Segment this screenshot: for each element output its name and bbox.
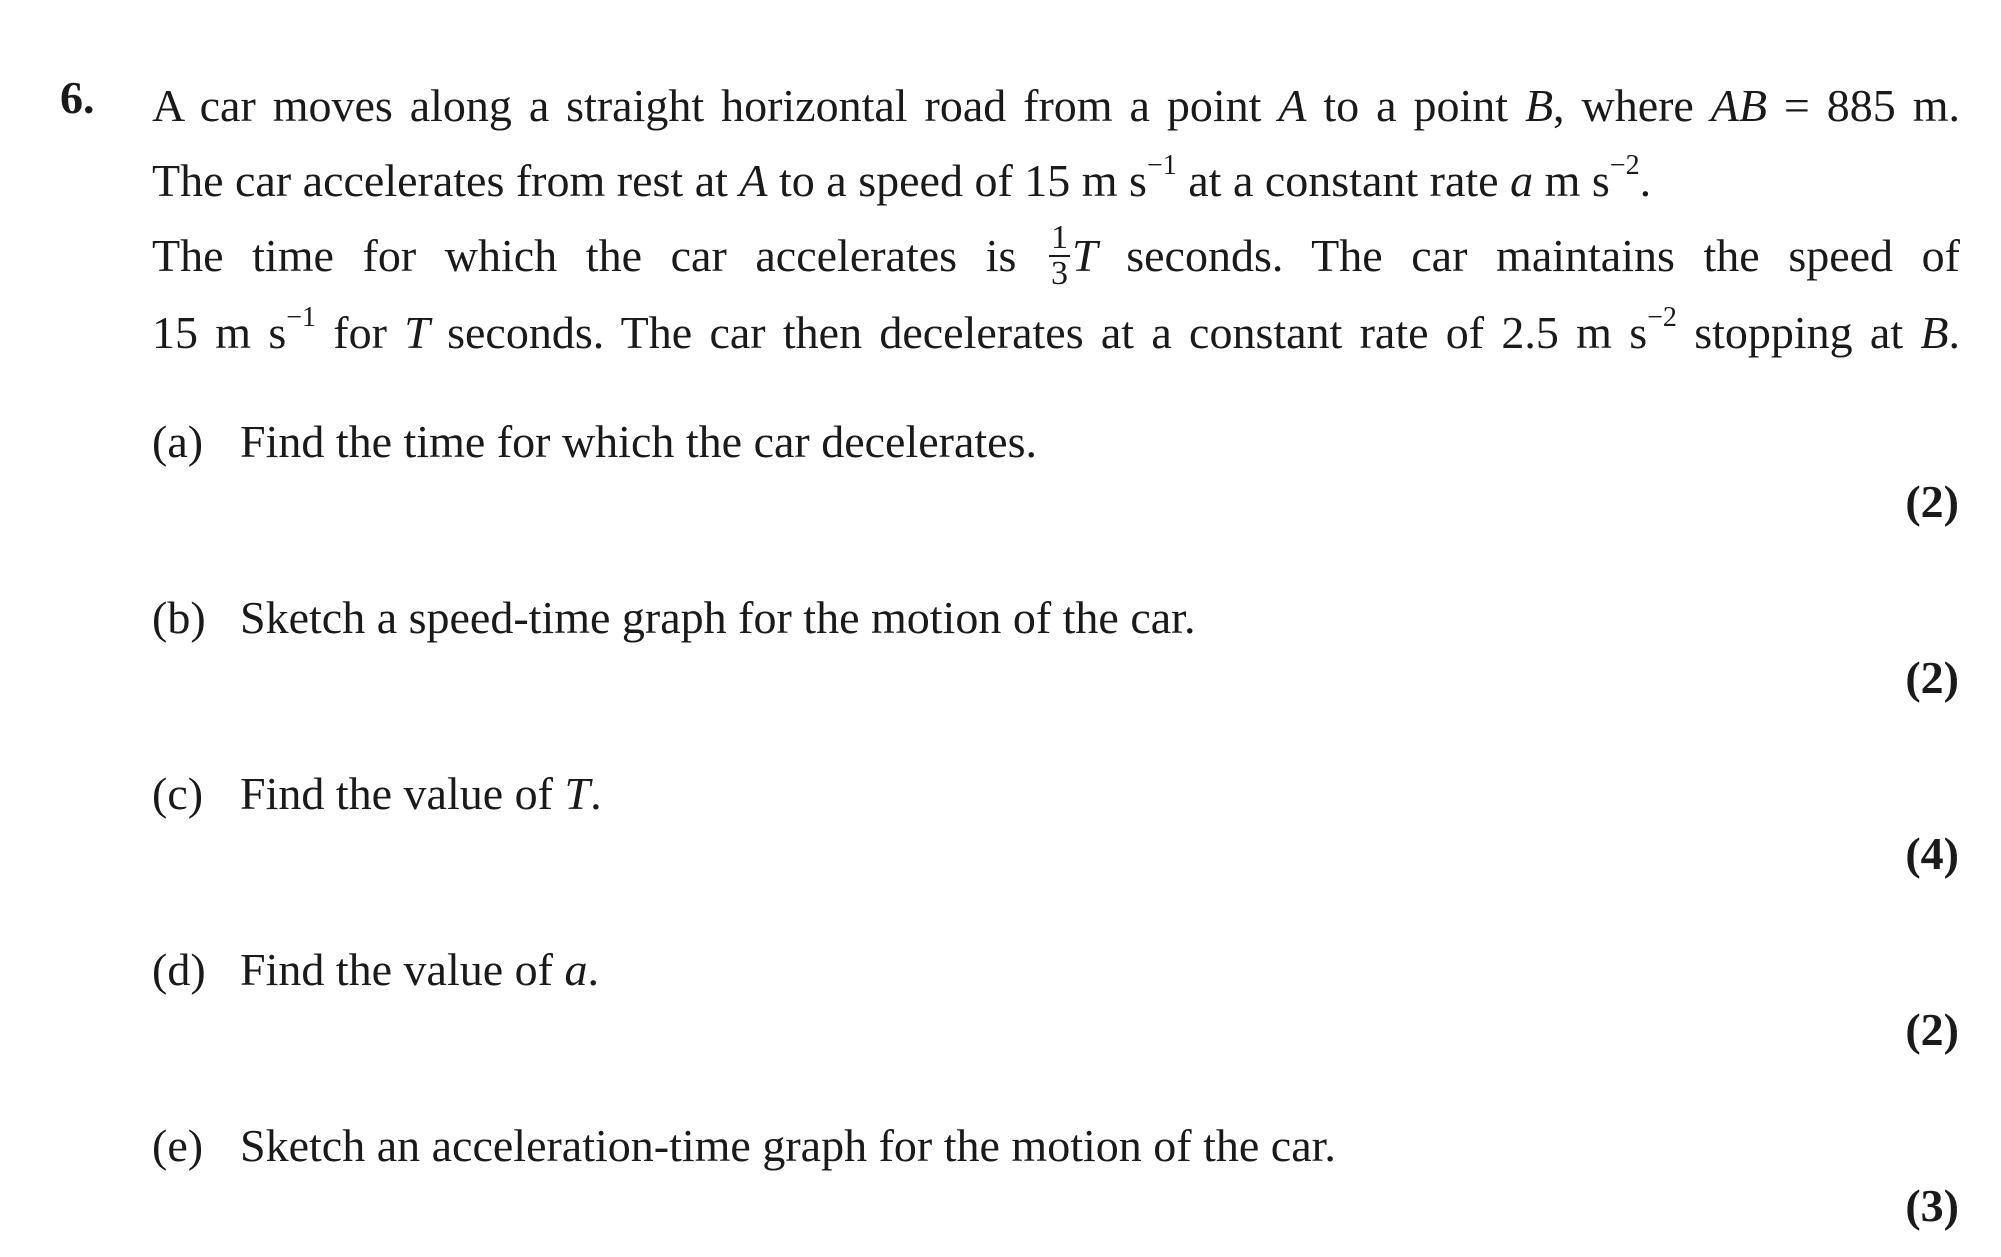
part-label: (c) <box>152 768 204 819</box>
question-number: 6. <box>60 72 95 123</box>
point-a-label: A <box>739 155 768 206</box>
fraction-numerator: 1 <box>1051 219 1068 257</box>
stem-text: . <box>1639 155 1652 206</box>
stem-text: stopping at <box>1676 307 1921 359</box>
question-stem <box>152 68 1960 370</box>
part-text: . <box>590 768 602 819</box>
part-a <box>152 412 1037 472</box>
stem-text: , where <box>1553 80 1711 131</box>
stem-line-2 <box>152 143 1960 218</box>
stem-text: to a speed of 15 m s <box>767 155 1147 206</box>
unit-exponent: −1 <box>1146 149 1177 181</box>
fraction-denominator: 3 <box>1051 255 1068 293</box>
stem-text: . <box>1948 307 1961 359</box>
point-a-label: A <box>1278 80 1307 131</box>
part-a-marks: (2) <box>1905 476 1959 527</box>
point-b-label: B <box>1920 307 1949 359</box>
stem-text: m s <box>1533 155 1610 206</box>
unit-exponent: −2 <box>1647 302 1677 334</box>
part-d-marks: (2) <box>1905 1004 1959 1055</box>
fraction-one-third <box>1049 221 1070 291</box>
stem-text: A car moves along a straight horizontal road from a point <box>152 80 1279 131</box>
stem-text: The time for which the car accelerates is <box>152 230 1045 281</box>
variable-t: T <box>564 768 591 819</box>
segment-ab-label: AB <box>1710 80 1767 131</box>
stem-text: seconds. The car then decelerates at a constant rate of 2.5 m s <box>429 307 1648 359</box>
unit-exponent: −1 <box>286 302 317 334</box>
part-label: (e) <box>152 1120 204 1171</box>
part-label: (b) <box>152 592 206 643</box>
unit-exponent: −2 <box>1609 149 1640 181</box>
stem-line-4 <box>152 295 1960 370</box>
stem-text: seconds. The car maintains the speed of <box>1097 230 1960 281</box>
stem-text: for <box>316 307 405 359</box>
part-e-marks: (3) <box>1905 1180 1959 1231</box>
part-c-marks: (4) <box>1905 828 1959 879</box>
part-text: Find the value of <box>240 944 565 995</box>
variable-t: T <box>1072 230 1098 281</box>
part-text: Find the time for which the car decelerates. <box>240 416 1038 467</box>
stem-text: at a constant rate <box>1176 155 1511 206</box>
stem-line-3 <box>152 218 1960 295</box>
part-label: (d) <box>152 944 206 995</box>
part-text: Find the value of <box>240 768 565 819</box>
part-b-marks: (2) <box>1905 652 1959 703</box>
stem-text: to a point <box>1306 80 1525 131</box>
part-text: Sketch a speed-time graph for the motion of the car. <box>240 592 1196 643</box>
variable-t: T <box>404 307 430 359</box>
part-d <box>152 940 599 1000</box>
variable-a: a <box>564 944 588 995</box>
stem-text: The car accelerates from rest at <box>152 155 740 206</box>
part-label: (a) <box>152 416 204 467</box>
part-text: Sketch an acceleration-time graph for the motion of the car. <box>240 1120 1336 1171</box>
part-b <box>152 588 1195 648</box>
part-text: . <box>587 944 599 995</box>
variable-a: a <box>1510 155 1534 206</box>
stem-line-1 <box>152 68 1960 143</box>
part-e <box>152 1116 1336 1176</box>
stem-text: = 885 m. <box>1766 80 1960 131</box>
stem-text: 15 m s <box>152 307 287 359</box>
point-b-label: B <box>1524 80 1554 131</box>
part-c <box>152 764 602 824</box>
